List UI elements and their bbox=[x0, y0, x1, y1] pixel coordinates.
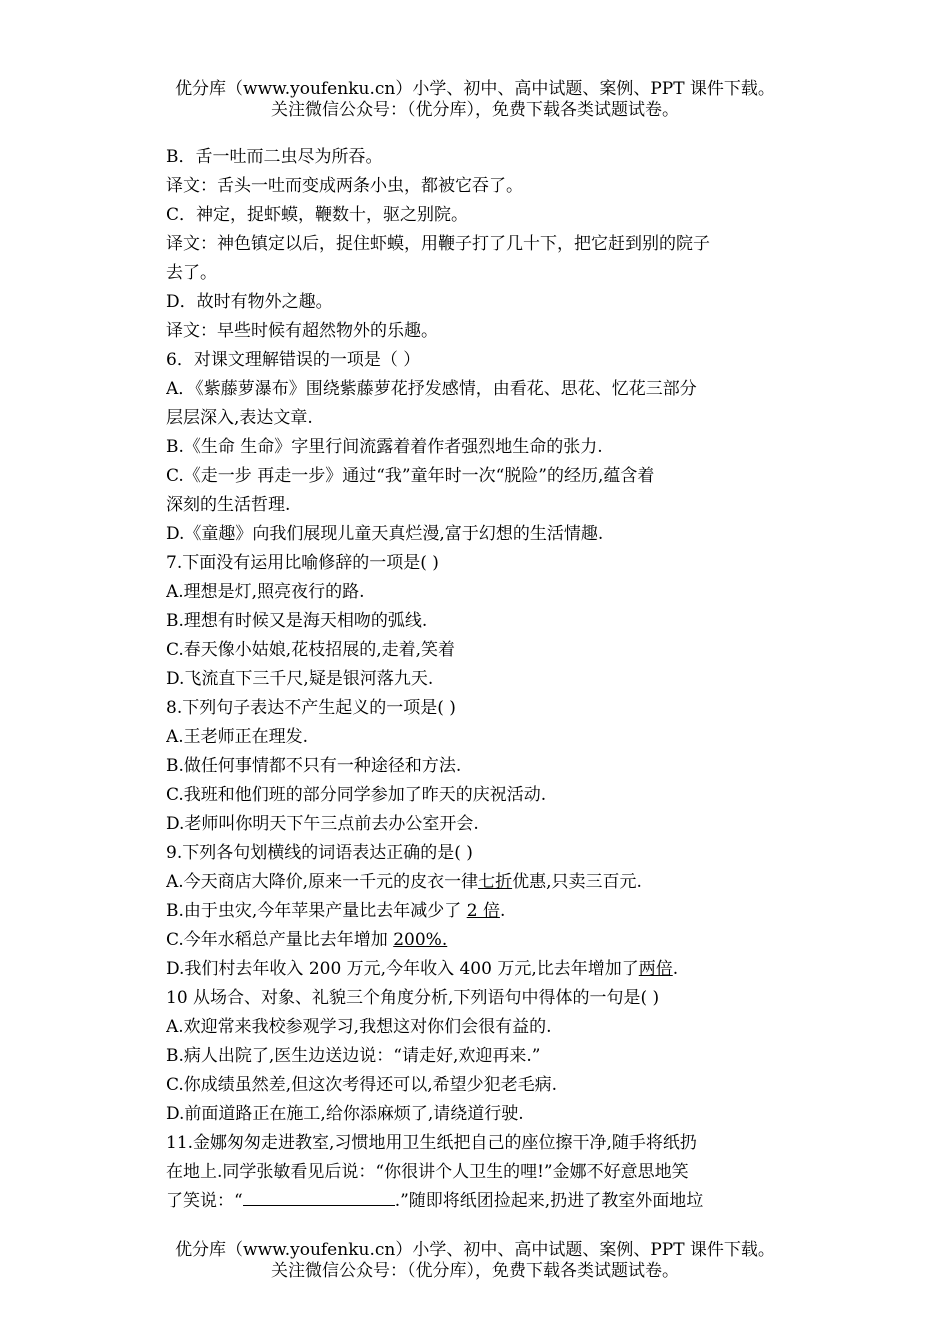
text-line: 译文：神色镇定以后，捉住虾蟆，用鞭子打了几十下，把它赶到别的院子 bbox=[166, 234, 710, 254]
text-line: B.病人出院了,医生边送边说：“请走好,欢迎再来.” bbox=[166, 1046, 541, 1066]
question-10: 10 从场合、对象、礼貌三个角度分析,下列语句中得体的一句是( ) bbox=[166, 988, 660, 1008]
text-line bbox=[166, 897, 788, 926]
text-line: 译文：早些时候有超然物外的乐趣。 bbox=[166, 321, 438, 341]
text-line: 深刻的生活哲理. bbox=[166, 495, 291, 515]
underlined-term: 两倍 bbox=[638, 959, 673, 979]
question-7: 7.下面没有运用比喻修辞的一项是( ) bbox=[166, 553, 439, 573]
text-line: A．《紫藤萝瀑布》围绕紫藤萝花抒发感情，由看花、思花、忆花三部分 bbox=[166, 379, 697, 399]
text-line: A.王老师正在理发. bbox=[166, 727, 309, 747]
text-segment: .”随即将纸团捡起来,扔进了教室外面地垃 bbox=[394, 1191, 704, 1211]
text-line: D.飞流直下三千尺,疑是银河落九天. bbox=[166, 669, 434, 689]
text-line: 译文：舌头一吐而变成两条小虫，都被它吞了。 bbox=[166, 176, 523, 196]
text-line: B.做任何事情都不只有一种途径和方法. bbox=[166, 756, 462, 776]
text-line: D．故时有物外之趣。 bbox=[166, 292, 333, 312]
text-segment: A.今天商店大降价,原来一千元的皮衣一律 bbox=[166, 872, 479, 892]
question-11: 11.金娜匆匆走进教室,习惯地用卫生纸把自己的座位擦干净,随手将纸扔 bbox=[166, 1133, 697, 1153]
text-line: D.老师叫你明天下午三点前去办公室开会. bbox=[166, 814, 479, 834]
text-segment: B.由于虫灾,今年苹果产量比去年减少了 bbox=[166, 901, 467, 921]
page-header bbox=[0, 79, 950, 121]
text-line bbox=[166, 926, 788, 955]
text-line: D.《童趣》向我们展现儿童天真烂漫,富于幻想的生活情趣. bbox=[166, 524, 604, 544]
question-6: 6．对课文理解错误的一项是（ ） bbox=[166, 350, 421, 370]
text-line: 层层深入,表达文章. bbox=[166, 408, 313, 428]
underlined-term: 200%. bbox=[393, 930, 448, 950]
text-line bbox=[166, 1187, 788, 1216]
question-9: 9.下列各句划横线的词语表达正确的是( ) bbox=[166, 843, 473, 863]
text-line bbox=[166, 955, 788, 984]
text-line: A.理想是灯,照亮夜行的路. bbox=[166, 582, 365, 602]
underlined-term: 七折 bbox=[478, 872, 513, 892]
page-footer bbox=[0, 1240, 950, 1282]
text-line: C．神定，捉虾蟆，鞭数十，驱之别院。 bbox=[166, 205, 469, 225]
text-line: C.你成绩虽然差,但这次考得还可以,希望少犯老毛病. bbox=[166, 1075, 558, 1095]
text-segment: . bbox=[672, 959, 679, 979]
text-segment: 了笑说：“ bbox=[166, 1191, 243, 1211]
header-line-1: 优分库（www.youfenku.cn）小学、初中、高中试题、案例、PPT 课件下载。 bbox=[175, 79, 775, 99]
text-line: A.欢迎常来我校参观学习,我想这对你们会很有益的. bbox=[166, 1017, 552, 1037]
footer-line-2: 关注微信公众号：（优分库），免费下载各类试题试卷。 bbox=[271, 1261, 679, 1281]
text-segment: C.今年水稻总产量比去年增加 bbox=[166, 930, 394, 950]
text-line: C.《走一步 再走一步》通过“我”童年时一次“脱险”的经历,蕴含着 bbox=[166, 466, 655, 486]
document-body bbox=[166, 143, 788, 1216]
text-segment: . bbox=[499, 901, 506, 921]
underlined-term: 2 倍 bbox=[466, 901, 500, 921]
text-line: 去了。 bbox=[166, 263, 217, 283]
text-line bbox=[166, 868, 788, 897]
answer-blank[interactable] bbox=[243, 1187, 395, 1206]
text-line: B.《生命 生命》字里行间流露着着作者强烈地生命的张力. bbox=[166, 437, 603, 457]
text-line: C.春天像小姑娘,花枝招展的,走着,笑着 bbox=[166, 640, 456, 660]
text-line: B．舌一吐而二虫尽为所吞。 bbox=[166, 147, 383, 167]
text-line: B.理想有时候又是海天相吻的弧线. bbox=[166, 611, 428, 631]
text-line: D.前面道路正在施工,给你添麻烦了,请绕道行驶. bbox=[166, 1104, 524, 1124]
text-line: 在地上.同学张敏看见后说：“你很讲个人卫生的哩!”金娜不好意思地笑 bbox=[166, 1162, 689, 1182]
text-segment: 优惠,只卖三百元. bbox=[512, 872, 642, 892]
text-line: C.我班和他们班的部分同学参加了昨天的庆祝活动. bbox=[166, 785, 547, 805]
text-segment: D.我们村去年收入 200 万元,今年收入 400 万元,比去年增加了 bbox=[166, 959, 639, 979]
header-line-2: 关注微信公众号：（优分库），免费下载各类试题试卷。 bbox=[271, 100, 679, 120]
question-8: 8.下列句子表达不产生起义的一项是( ) bbox=[166, 698, 456, 718]
footer-line-1: 优分库（www.youfenku.cn）小学、初中、高中试题、案例、PPT 课件下载。 bbox=[175, 1240, 775, 1260]
